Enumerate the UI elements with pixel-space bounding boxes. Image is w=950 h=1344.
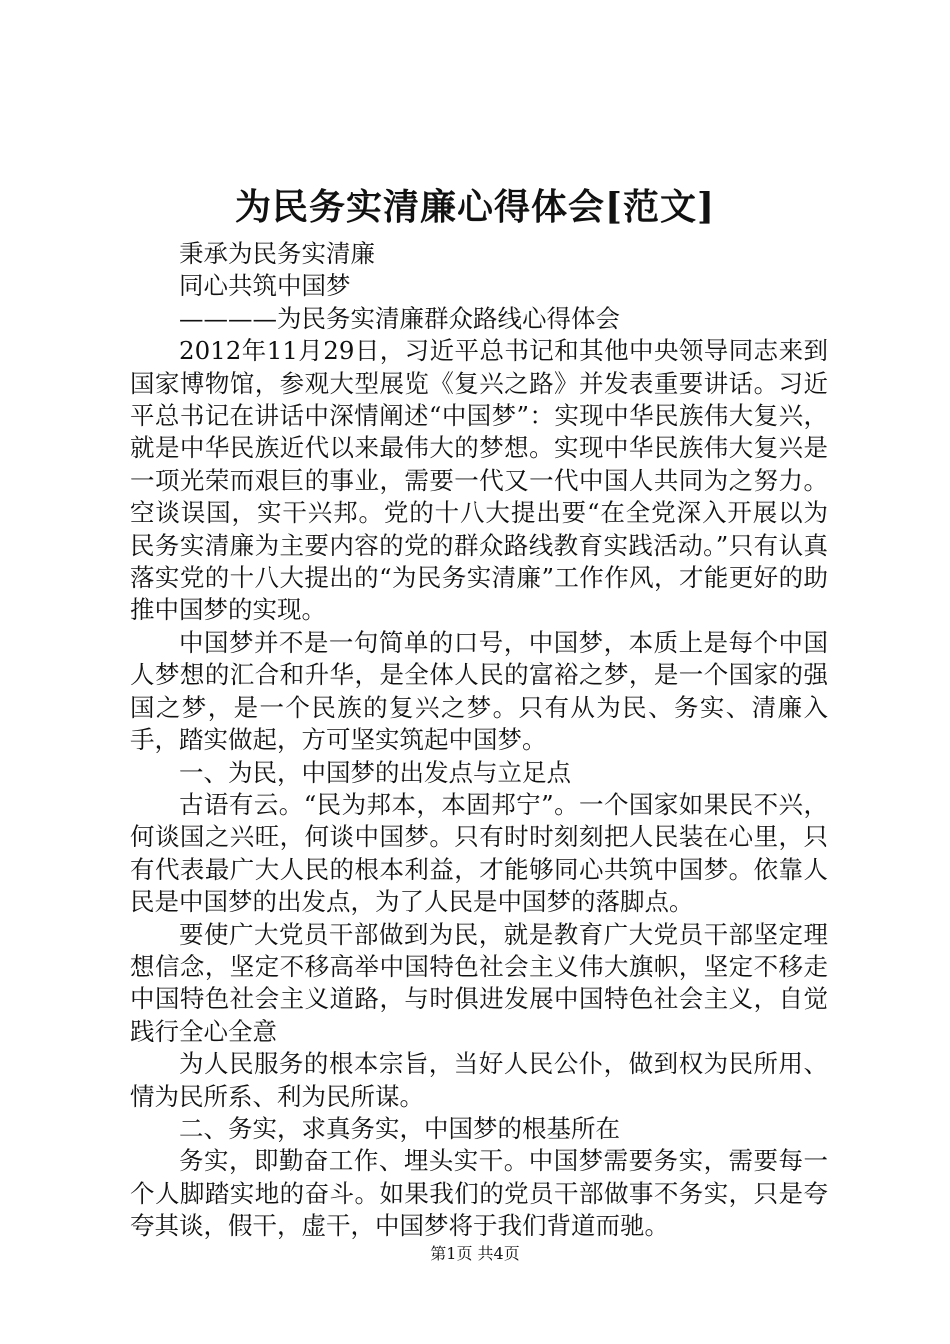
section-heading-1: 一、为民，中国梦的出发点与立足点 [179,757,571,787]
section-heading-2: 二、务实，求真务实，中国梦的根基所在 [179,1113,620,1143]
paragraph-subtitle-1: 秉承为民务实清廉 [179,239,375,268]
paragraph: 为人民服务的根本宗旨，当好人民公仆，做到权为民所用、情为民所系、利为民所谋。 [130,1049,828,1111]
document-body [130,238,828,1243]
paragraph-subtitle-2: 同心共筑中国梦 [179,271,351,301]
paragraph: 古语有云。“民为邦本，本固邦宁”。一个国家如果民不兴，何谈国之兴旺，何谈中国梦。只有时时刻刻把人民装在心里，只有代表最广大人民的根本利益，才能够同心共筑中国梦。依靠人民是中国梦的出发点，为了人民是中国梦的落脚点。 [130,789,828,917]
page-footer: 第1页 共4页 [430,1244,520,1263]
paragraph-subtitle-3: ————为民务实清廉群众路线心得体会 [179,303,620,333]
paragraph: 务实，即勤奋工作、埋头实干。中国梦需要务实，需要每一个人脚踏实地的奋斗。如果我们的党员干部做事不务实，只是夸夸其谈，假干，虚干，中国梦将于我们背道而驰。 [130,1146,828,1241]
paragraph: 中国梦并不是一句简单的口号，中国梦，本质上是每个中国人梦想的汇合和升华，是全体人民的富裕之梦，是一个国家的强国之梦，是一个民族的复兴之梦。只有从为民、务实、清廉入手，踏实做起，方可坚实筑起中国梦。 [130,627,828,755]
paragraph: 2012年11月29日，习近平总书记和其他中央领导同志来到国家博物馆，参观大型展览《复兴之路》并发表重要讲话。习近平总书记在讲话中深情阐述“中国梦”：实现中华民族伟大复兴，就是中华民族近代以来最伟大的梦想。实现中华民族伟大复兴是一项光荣而艰巨的事业，需要一代又一代中国人共同为之努力。空谈误国，实干兴邦。党的十八大提出要“在全党深入开展以为民务实清廉为主要内容的党的群众路线教育实践活动。”只有认真落实党的十八大提出的“为民务实清廉”工作作风，才能更好的助推中国梦的实现。 [130,336,828,625]
paragraph: 要使广大党员干部做到为民，就是教育广大党员干部坚定理想信念，坚定不移高举中国特色社会主义伟大旗帜，坚定不移走中国特色社会主义道路，与时俱进发展中国特色社会主义，自觉践行全心全意 [130,919,828,1046]
document-title: 为民务实清廉心得体会[范文] [234,186,716,228]
